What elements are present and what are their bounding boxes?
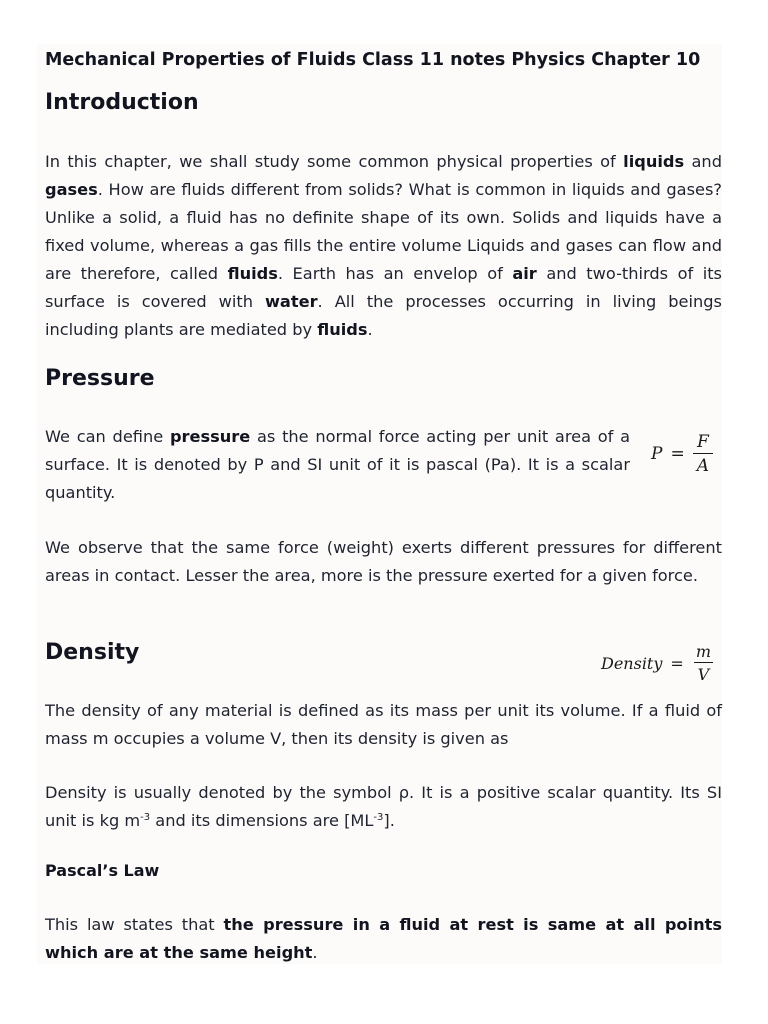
density-formula [601,642,715,684]
formula-denominator: V [694,662,714,684]
pascals-law-paragraph: This law states that the pressure in a fluid at rest is same at all points which are at the same height. [45,915,723,962]
density-definition-paragraph: The density of any material is defined as its mass per unit its volume. If a fluid of mass m occupies a volume V, then its density is given as [45,701,722,748]
formula-equals: = [670,653,684,673]
document-title: Mechanical Properties of Fluids Class 11 notes Physics Chapter 10 [45,50,701,70]
formula-numerator: m [695,642,711,661]
formula-fraction [692,642,715,684]
formula-numerator: F [696,432,709,452]
density-units-paragraph: Density is usually denoted by the symbol ρ. It is a positive scalar quantity. Its SI unit is kg $m^{-3}$ and its dimensions are $[ML^{-3}]$. [45,783,722,830]
document-page [37,44,722,964]
heading-pressure: Pressure [45,366,155,391]
heading-pascals-law: Pascal’s Law [45,861,160,880]
intro-paragraph: In this chapter, we shall study some common physical properties of liquids and gases. How are fluids different from solids? What is common in liquids and gases? Unlike a solid, a fluid has no definite shape of its own. Solids and liquids have a fixed volume, whereas a gas fills the entire volume Liquids and gases can flow and are therefore, called fluids. Earth has an envelop of air and two-thirds of its surface is covered with water. All the processes occurring in living beings including plants are mediated by fluids. [45,152,722,339]
heading-introduction: Introduction [45,90,199,115]
formula-denominator: A [693,453,713,476]
pressure-observation-paragraph: We observe that the same force (weight) exerts different pressures for different areas in contact. Lesser the area, more is the pressure exerted for a given force. [45,538,722,585]
formula-equals: = [670,444,685,464]
heading-density: Density [45,640,140,665]
formula-lhs: P [651,444,663,464]
pressure-formula [651,432,713,476]
formula-lhs: Density [601,653,663,673]
pressure-definition-paragraph: We can define pressure as the normal force acting per unit area of a surface. It is denoted by P and SI unit of it is pascal (Pa). It is a scalar quantity. [45,427,630,502]
formula-fraction [693,432,713,476]
